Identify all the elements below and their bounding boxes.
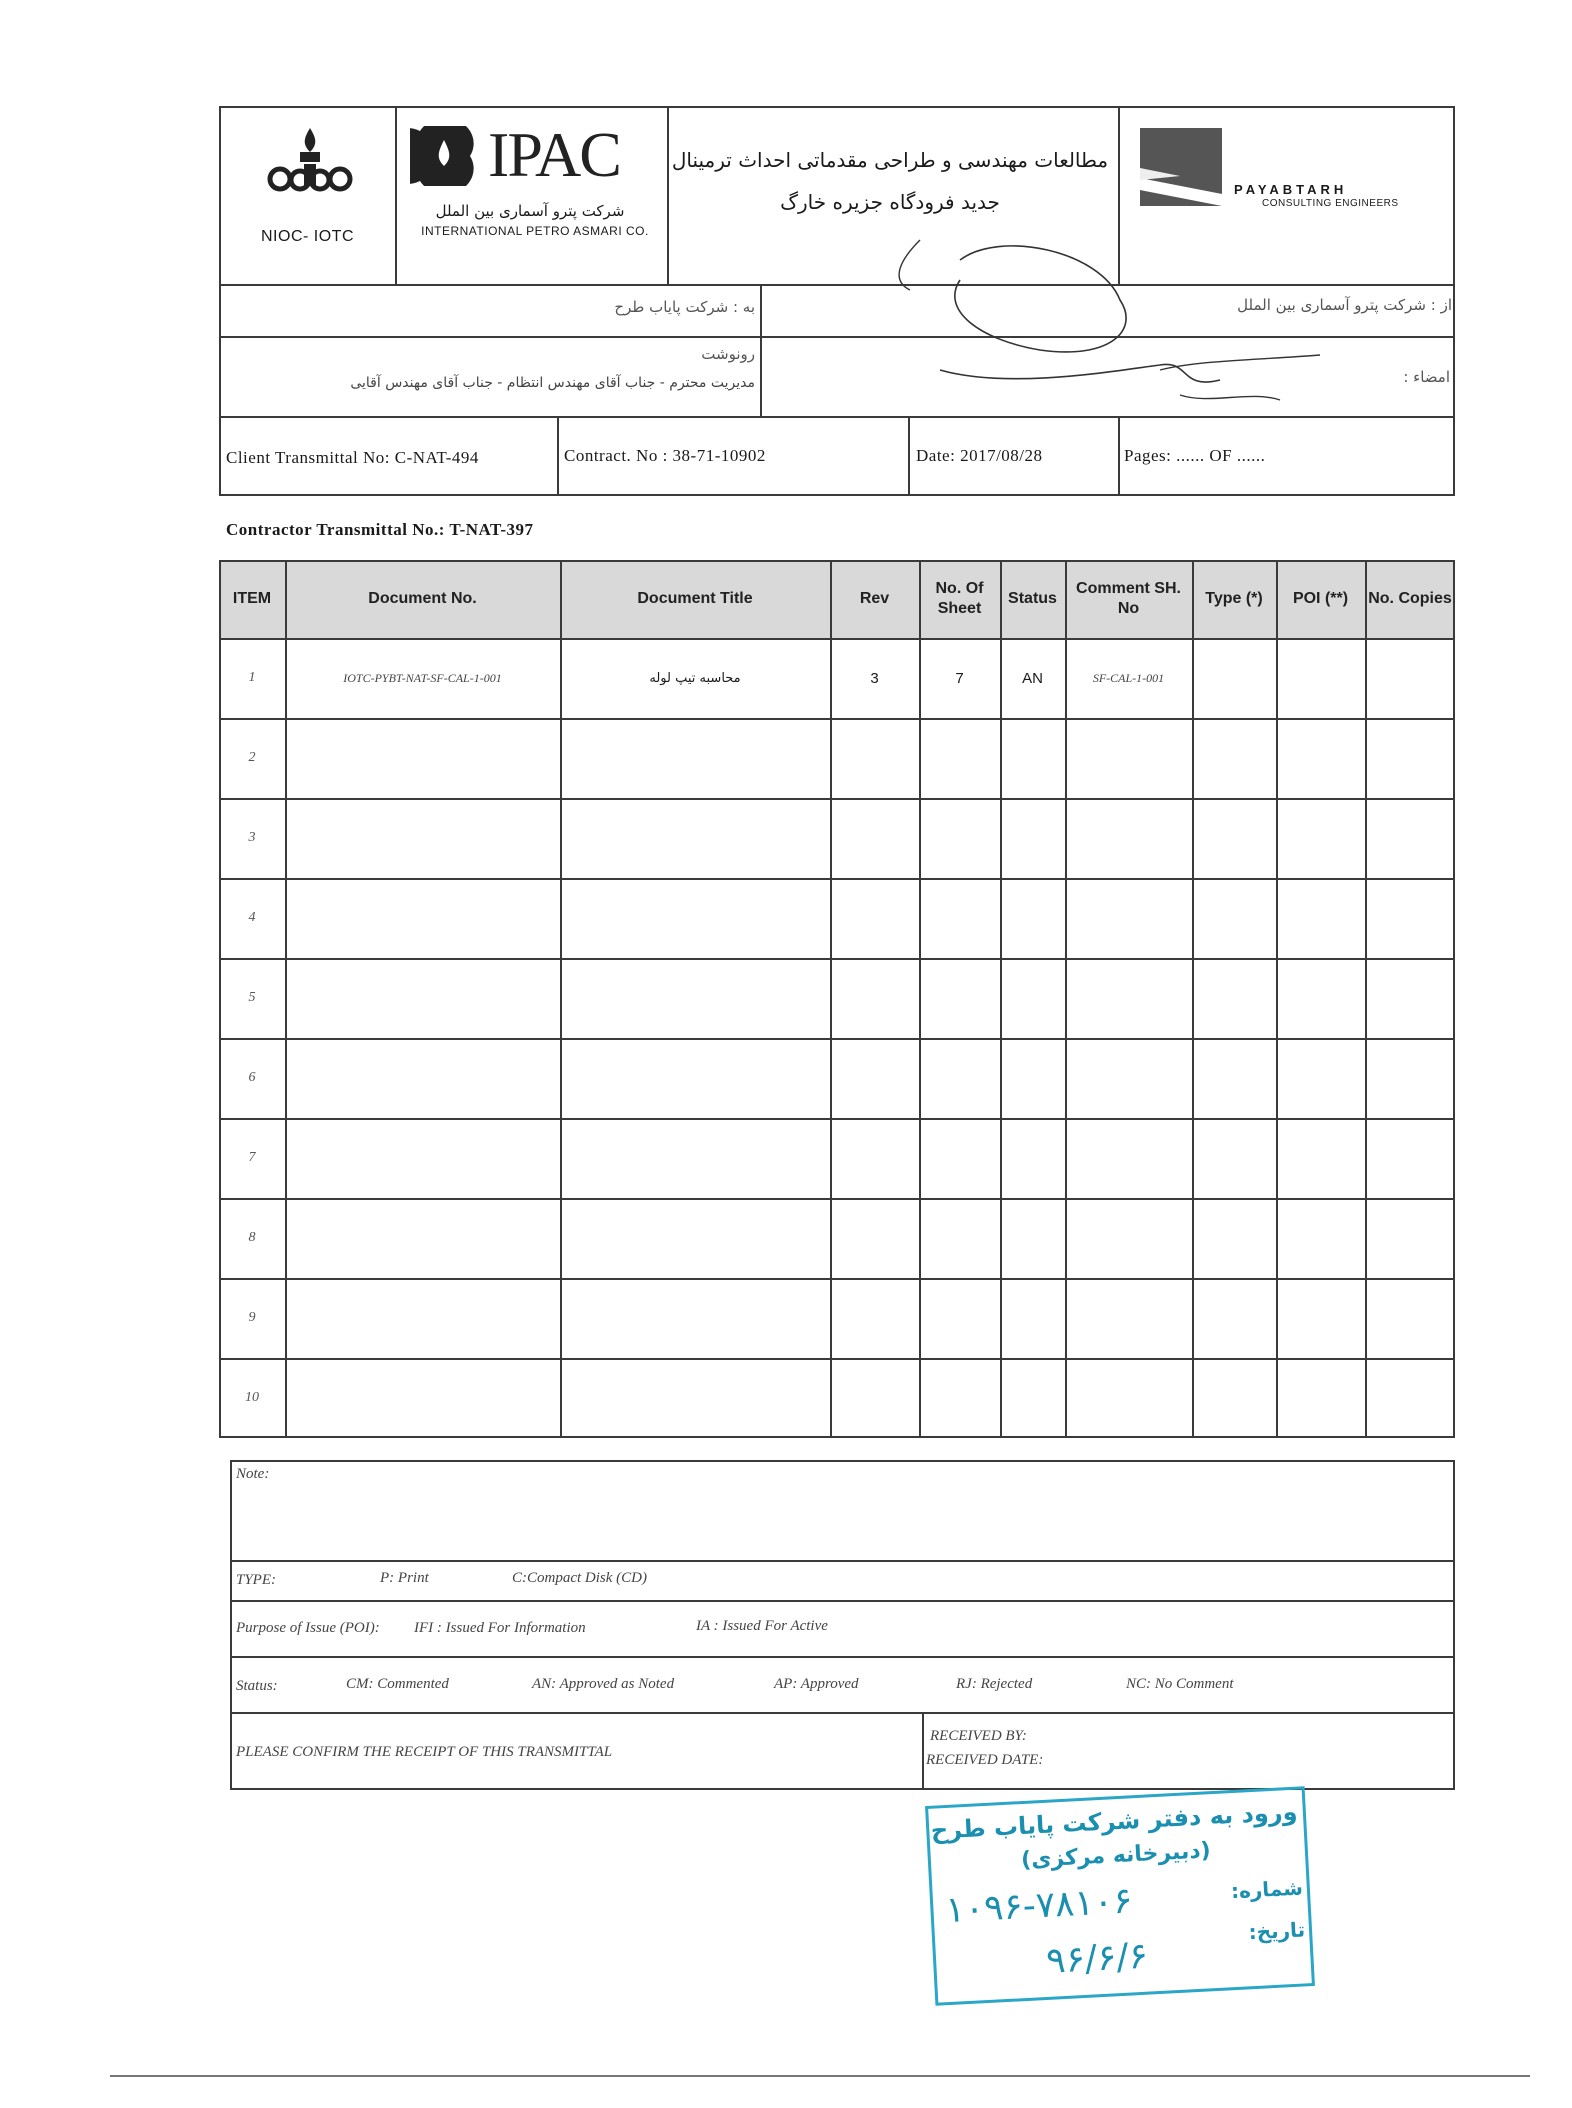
scan-edge-line — [110, 2075, 1530, 2077]
payabtarh-sub: CONSULTING ENGINEERS — [1262, 198, 1399, 209]
from-field: از : شرکت پترو آسماری بین الملل — [1237, 296, 1452, 314]
stamp-number-value: ۱۰۹۶-۷۸۱۰۶ — [944, 1880, 1134, 1932]
stamp-line1: ورود به دفتر شرکت پایاب طرح — [930, 1797, 1299, 1845]
table-col-line — [1365, 560, 1367, 1438]
ipac-logo-text: IPAC — [488, 119, 620, 190]
cc-label: رونوشت — [701, 345, 755, 363]
table-header-cell: Status — [1000, 560, 1065, 638]
status-ap: AP: Approved — [774, 1676, 859, 1692]
ipac-english-name: INTERNATIONAL PETRO ASMARI CO. — [421, 224, 649, 238]
table-col-line — [285, 560, 287, 1438]
table-row-item: 8 — [248, 1230, 256, 1245]
table-header-cell: No. Of Sheet — [919, 560, 1000, 638]
table-header-cell: POI (**) — [1276, 560, 1365, 638]
to-field: به : شرکت پایاب طرح — [614, 298, 755, 316]
ipac-drop-icon — [410, 126, 490, 191]
table-header-cell: Rev — [830, 560, 919, 638]
contract-number: Contract. No : 38-71-10902 — [564, 446, 766, 465]
confirm-receipt: PLEASE CONFIRM THE RECEIPT OF THIS TRANSMITTAL — [236, 1744, 613, 1760]
table-row-line — [219, 1358, 1455, 1360]
received-by: RECEIVED BY: — [930, 1728, 1027, 1744]
payabtarh-logo — [1140, 128, 1222, 206]
table-header-cell: Comment SH. No — [1065, 560, 1192, 638]
nioc-label: NIOC- IOTC — [261, 228, 354, 245]
table-cell: 7 — [955, 669, 964, 687]
table-header-cell: Document Title — [560, 560, 830, 638]
stamp-number-label: شماره: — [1230, 1875, 1304, 1904]
receipt-stamp — [925, 1786, 1315, 2006]
table-cell: محاسبه تیپ لوله — [649, 670, 741, 686]
stamp-line2: (دبیرخانه مرکزی) — [1020, 1838, 1212, 1874]
poi-ia: IA : Issued For Active — [696, 1618, 828, 1634]
table-row-line — [219, 1278, 1455, 1280]
table-row-item: 2 — [248, 750, 256, 765]
ipac-persian-name: شرکت پترو آسماری بین الملل — [435, 202, 625, 220]
transmittal-date: Date: 2017/08/28 — [916, 446, 1043, 465]
table-col-line — [1000, 560, 1002, 1438]
table-cell: AN — [1022, 669, 1043, 687]
client-transmittal: Client Transmittal No: C-NAT-494 — [226, 448, 479, 467]
type-print: P: Print — [380, 1570, 429, 1586]
contractor-transmittal: Contractor Transmittal No.: T-NAT-397 — [226, 520, 534, 539]
table-row-item: 10 — [245, 1390, 259, 1405]
table-cell: 3 — [870, 669, 879, 687]
received-date: RECEIVED DATE: — [926, 1752, 1044, 1768]
nioc-logo — [262, 124, 358, 204]
status-cm: CM: Commented — [346, 1676, 449, 1692]
cc-value: مدیریت محترم - جناب آقای مهندس انتظام - جناب آقای مهندس آقایی — [350, 375, 755, 391]
status-label: Status: — [236, 1678, 278, 1694]
table-col-line — [1276, 560, 1278, 1438]
stamp-date-label: تاریخ: — [1247, 1917, 1306, 1945]
table-row-item: 4 — [248, 910, 256, 925]
payabtarh-name: PAYABTARH — [1234, 182, 1348, 197]
table-col-line — [1192, 560, 1194, 1438]
table-row-item: 9 — [248, 1310, 256, 1325]
table-header-cell: No. Copies — [1365, 560, 1455, 638]
project-title-line2: جدید فرودگاه جزیره خارگ — [780, 190, 1000, 214]
project-title-line1: مطالعات مهندسی و طراحی مقدماتی احداث ترمینال — [671, 148, 1109, 172]
status-an: AN: Approved as Noted — [532, 1676, 675, 1692]
table-row-line — [219, 798, 1455, 800]
status-nc: NC: No Comment — [1126, 1676, 1234, 1692]
stamp-date-value: ۹۶/۶/۶ — [1045, 1935, 1149, 1982]
status-rj: RJ: Rejected — [956, 1676, 1033, 1692]
note-label: Note: — [236, 1466, 270, 1482]
poi-label: Purpose of Issue (POI): — [236, 1620, 380, 1636]
signature-scribble — [860, 220, 1380, 425]
table-header-cell: Document No. — [285, 560, 560, 638]
table-row-item: 6 — [248, 1070, 256, 1085]
table-col-line — [830, 560, 832, 1438]
table-row-line — [219, 718, 1455, 720]
table-row-line — [219, 638, 1455, 640]
table-row-item: 5 — [248, 990, 256, 1005]
poi-ifi: IFI : Issued For Information — [414, 1620, 586, 1636]
pages-count: Pages: ...... OF ...... — [1124, 446, 1266, 465]
table-row-line — [219, 1198, 1455, 1200]
table-header-cell: ITEM — [219, 560, 285, 638]
table-col-line — [919, 560, 921, 1438]
table-row-item: 1 — [248, 670, 256, 685]
table-row-line — [219, 878, 1455, 880]
table-row-line — [219, 1118, 1455, 1120]
table-row-item: 3 — [248, 830, 256, 845]
table-col-line — [1065, 560, 1067, 1438]
table-header-cell: Type (*) — [1192, 560, 1276, 638]
table-border — [219, 560, 1455, 1438]
signature-label: امضاء : — [1403, 368, 1450, 386]
table-row-line — [219, 958, 1455, 960]
table-cell: IOTC-PYBT-NAT-SF-CAL-1-001 — [343, 670, 502, 685]
table-row-item: 7 — [248, 1150, 256, 1165]
table-col-line — [560, 560, 562, 1438]
table-cell: SF-CAL-1-001 — [1092, 670, 1165, 685]
table-row-line — [219, 1038, 1455, 1040]
type-label: TYPE: — [236, 1572, 277, 1588]
type-cd: C:Compact Disk (CD) — [512, 1570, 647, 1586]
